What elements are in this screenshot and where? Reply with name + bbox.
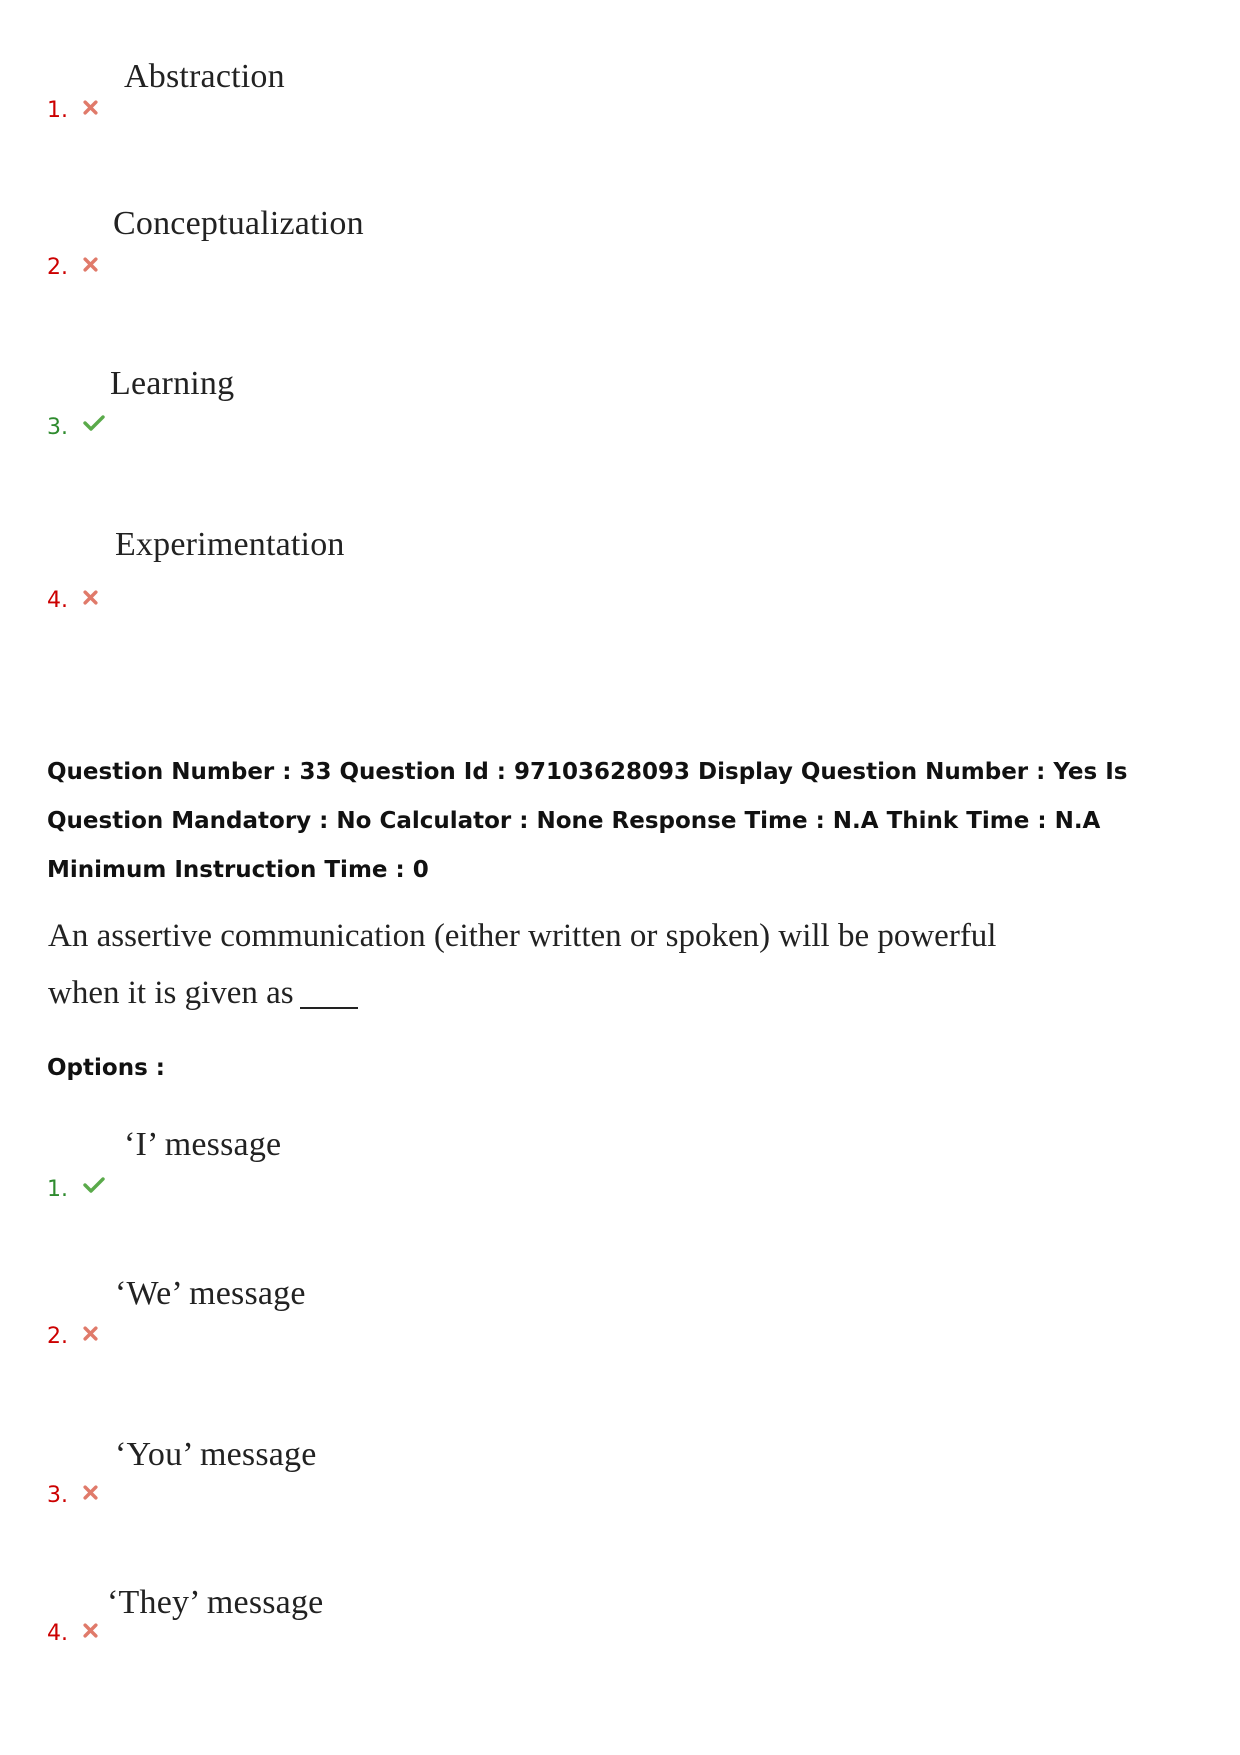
question-meta: Question Number : 33 Question Id : 97103628093 Display Question Number : Yes Is Question Mandatory : No Calculator : None Response Time : N.A Think Time : N.A Minimum Instruction Time : 0 bbox=[47, 759, 1128, 883]
option-text: ‘They’ message bbox=[107, 1584, 324, 1621]
option-number-label: 1. bbox=[47, 98, 68, 123]
question-stem-text: when it is given as bbox=[48, 975, 294, 1011]
cross-icon bbox=[83, 586, 98, 611]
cross-icon bbox=[83, 1322, 98, 1347]
option-number-label: 3. bbox=[47, 1483, 68, 1508]
option-number bbox=[47, 1175, 105, 1202]
check-icon bbox=[83, 413, 105, 438]
option-number bbox=[47, 1322, 98, 1349]
option-text: ‘I’ message bbox=[124, 1126, 282, 1163]
answer-blank bbox=[300, 1006, 358, 1009]
cross-icon bbox=[83, 96, 98, 121]
option-text: ‘We’ message bbox=[115, 1275, 306, 1312]
option-number-label: 3. bbox=[47, 415, 68, 440]
option-text: Conceptualization bbox=[113, 205, 364, 242]
option-number bbox=[47, 413, 105, 440]
option-number-label: 4. bbox=[47, 588, 68, 613]
option-number-label: 4. bbox=[47, 1621, 68, 1646]
cross-icon bbox=[83, 1619, 98, 1644]
options-label: Options : bbox=[47, 1055, 165, 1081]
check-icon bbox=[83, 1175, 105, 1200]
option-number-label: 1. bbox=[47, 1177, 68, 1202]
option-number bbox=[47, 1481, 98, 1508]
option-text: Learning bbox=[110, 365, 235, 402]
option-number-label: 2. bbox=[47, 255, 68, 280]
question-stem-line-2 bbox=[48, 975, 358, 1012]
option-number bbox=[47, 253, 98, 280]
question-stem-line-1: An assertive communication (either written or spoken) will be powerful bbox=[48, 918, 997, 954]
option-number bbox=[47, 1619, 98, 1646]
option-number-label: 2. bbox=[47, 1324, 68, 1349]
option-number bbox=[47, 586, 98, 613]
cross-icon bbox=[83, 253, 98, 278]
option-text: ‘You’ message bbox=[115, 1436, 317, 1473]
option-text: Abstraction bbox=[124, 58, 285, 95]
cross-icon bbox=[83, 1481, 98, 1506]
option-number bbox=[47, 96, 98, 123]
option-text: Experimentation bbox=[115, 526, 345, 563]
